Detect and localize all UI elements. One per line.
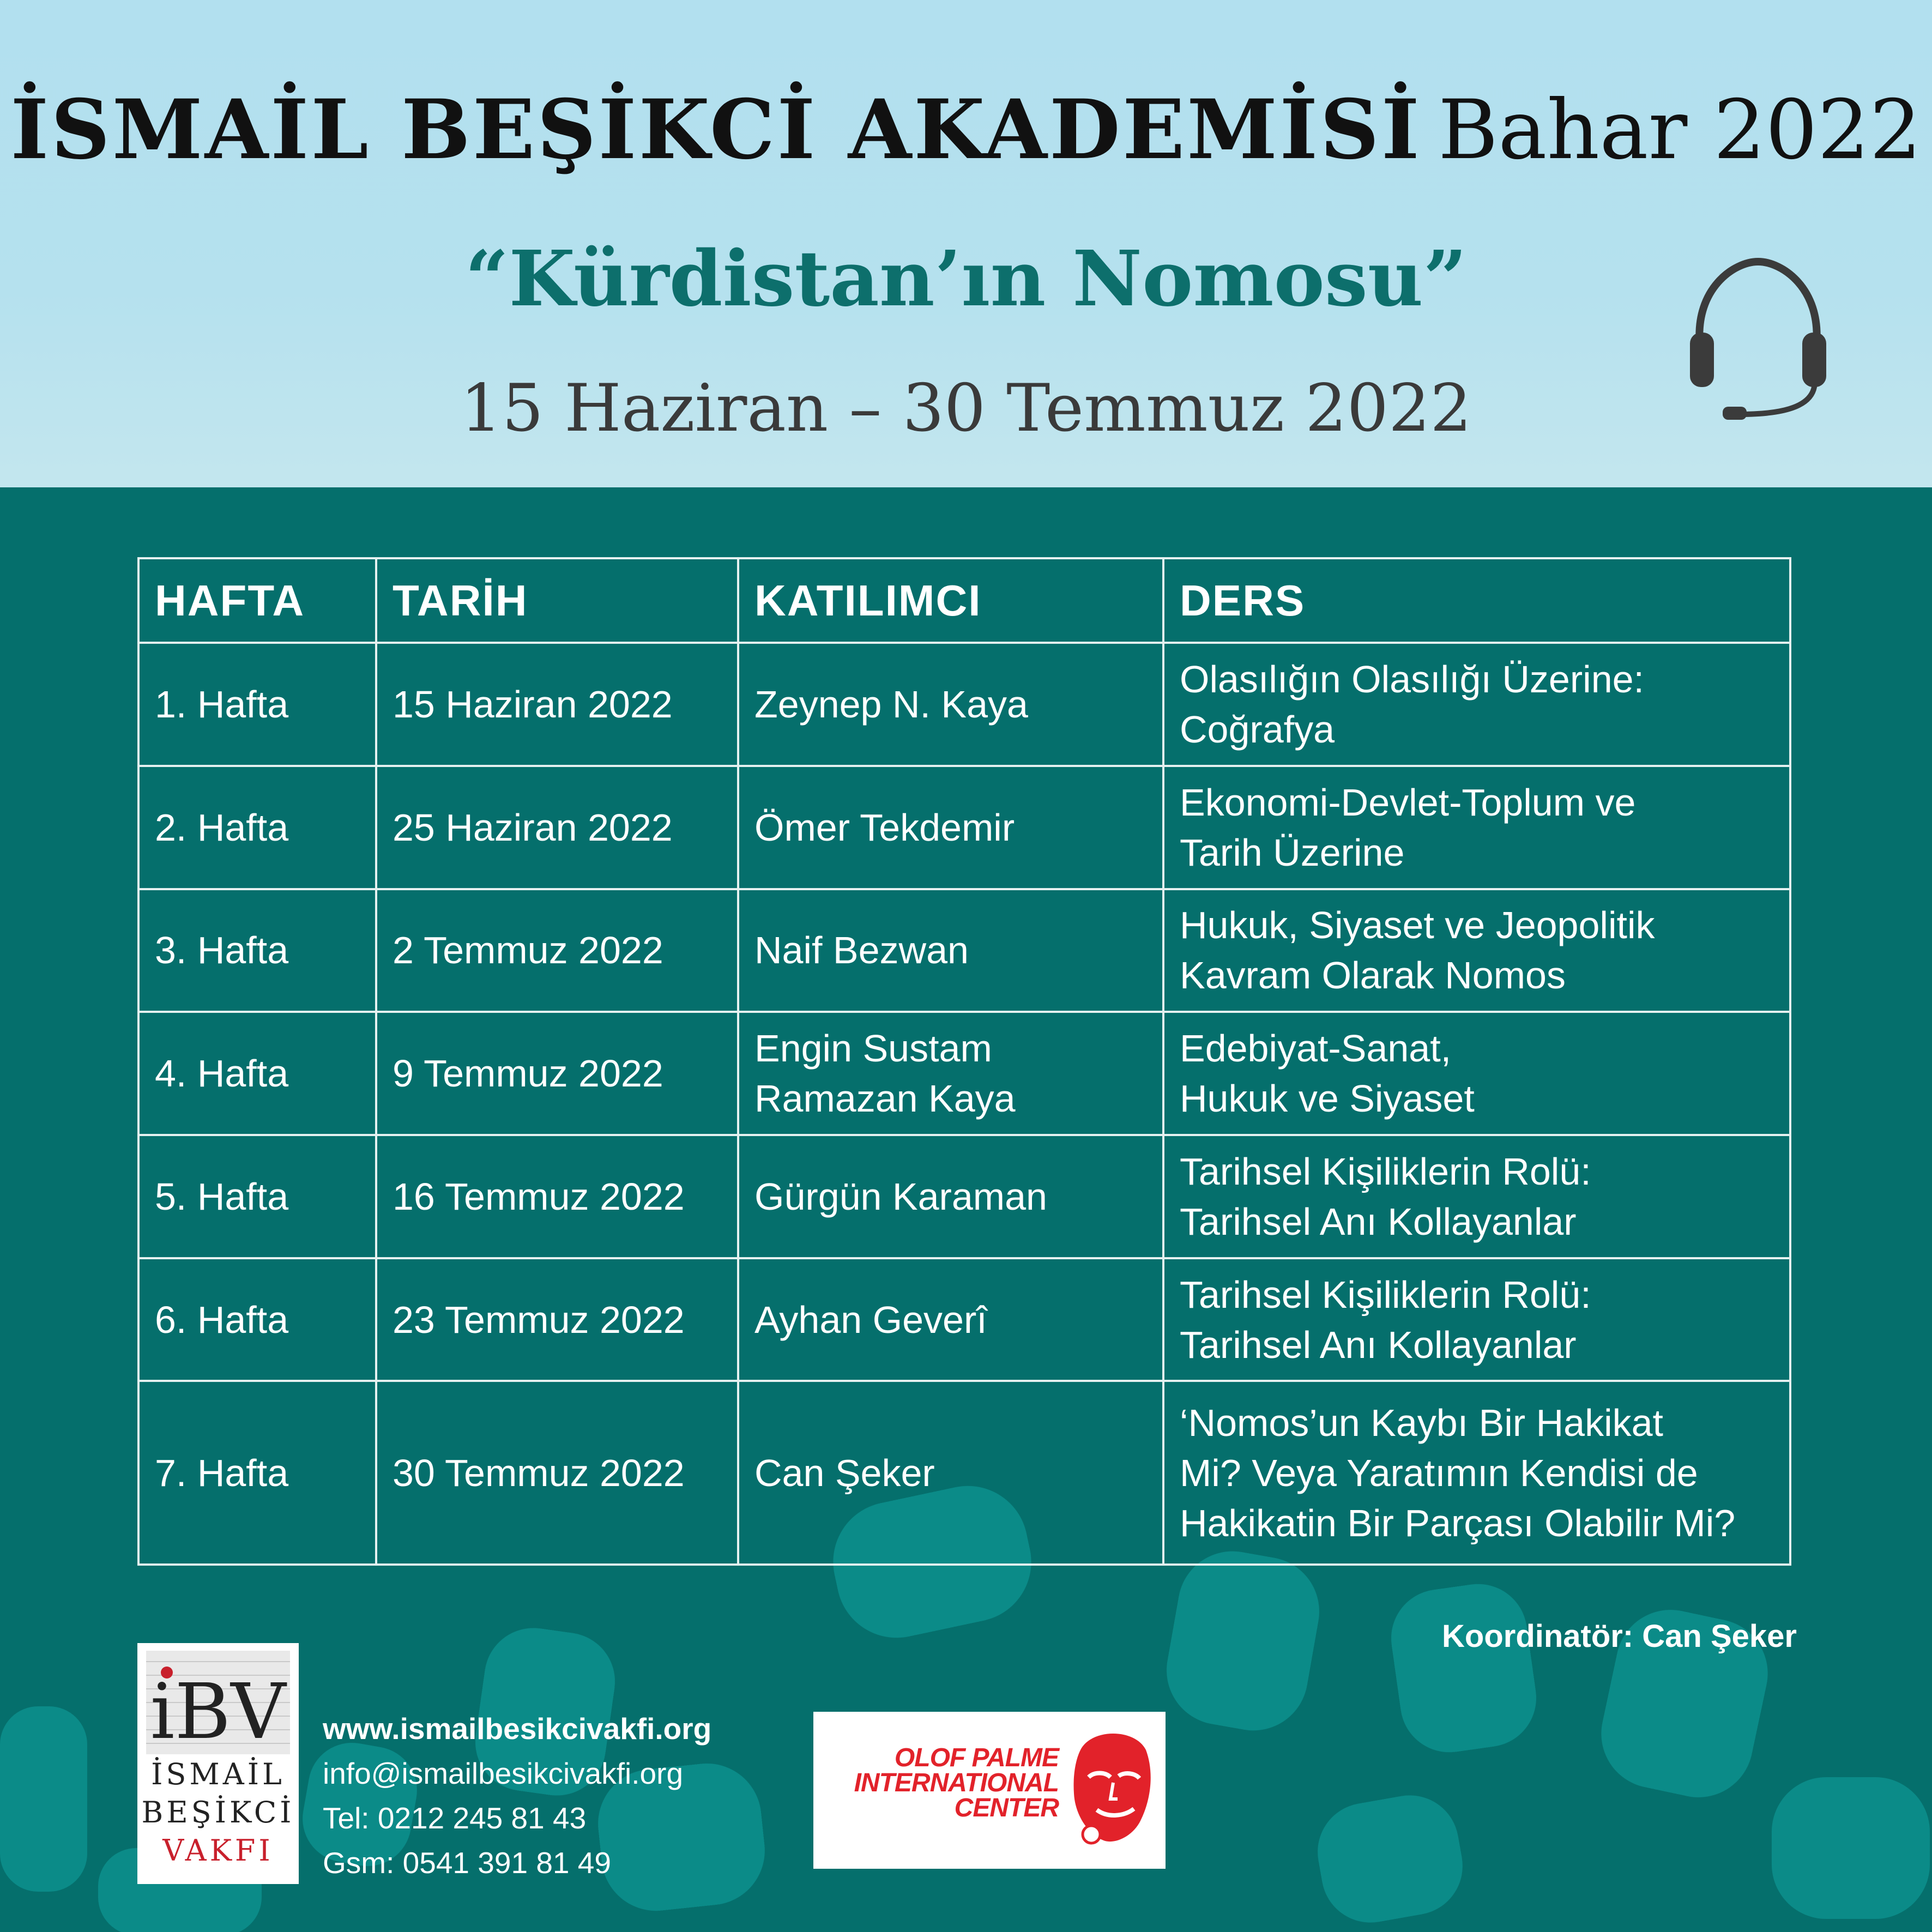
page-title bbox=[0, 82, 1932, 178]
schedule-table bbox=[137, 557, 1791, 1566]
olof-logo-text bbox=[830, 1743, 1059, 1822]
date-cell: 9 Temmuz 2022 bbox=[376, 1012, 738, 1135]
date-cell: 30 Temmuz 2022 bbox=[376, 1381, 738, 1565]
table-row bbox=[138, 766, 1790, 889]
title-season: Bahar 2022 bbox=[1438, 83, 1922, 178]
course-cell: Tarihsel Kişiliklerin Rolü: Tarihsel Anı Kollayanlar bbox=[1163, 1135, 1790, 1258]
participant-cell: Gürgün Karaman bbox=[738, 1135, 1163, 1258]
olof-logo-line1: OLOF PALME bbox=[894, 1743, 1059, 1772]
course-cell: ‘Nomos’un Kaybı Bir Hakikat Mi? Veya Yaratımın Kendisi de Hakikatin Bir Parçası Olabilir Mi? bbox=[1163, 1381, 1790, 1565]
column-header-week: HAFTA bbox=[138, 558, 376, 643]
date-range: 15 Haziran – 30 Temmuz 2022 bbox=[460, 371, 1472, 446]
phone-number: Tel: 0212 245 81 43 bbox=[323, 1801, 587, 1835]
title-academy: İSMAİL BEŞİKCİ AKADEMİSİ bbox=[10, 82, 1422, 178]
table-row bbox=[138, 1135, 1790, 1258]
date-cell: 16 Temmuz 2022 bbox=[376, 1135, 738, 1258]
olof-logo-line3: CENTER bbox=[954, 1794, 1059, 1822]
coordinator-label: Koordinatör: Can Şeker bbox=[1442, 1619, 1797, 1654]
course-cell: Tarihsel Kişiliklerin Rolü: Tarihsel Anı Kollayanlar bbox=[1163, 1258, 1790, 1381]
column-header-date: TARİH bbox=[376, 558, 738, 643]
week-cell: 1. Hafta bbox=[138, 643, 376, 766]
course-cell: Hukuk, Siyaset ve Jeopolitik Kavram Olarak Nomos bbox=[1163, 889, 1790, 1012]
mobile-number: Gsm: 0541 391 81 49 bbox=[323, 1846, 611, 1880]
participant-cell: Naif Bezwan bbox=[738, 889, 1163, 1012]
ibv-name-line1: İSMAİL bbox=[151, 1757, 285, 1791]
ibv-mark-logo bbox=[146, 1651, 290, 1754]
participant-cell: Can Şeker bbox=[738, 1381, 1163, 1565]
olof-logo-line2: INTERNATIONAL bbox=[854, 1768, 1059, 1797]
table-row bbox=[138, 643, 1790, 766]
course-cell: Olasılığın Olasılığı Üzerine: Coğrafya bbox=[1163, 643, 1790, 766]
header-banner bbox=[0, 0, 1932, 487]
website-link[interactable]: www.ismailbesikcivakfi.org bbox=[323, 1712, 712, 1746]
course-cell: Edebiyat-Sanat, Hukuk ve Siyaset bbox=[1163, 1012, 1790, 1135]
date-cell: 23 Temmuz 2022 bbox=[376, 1258, 738, 1381]
table-row bbox=[138, 1381, 1790, 1565]
participant-cell: Engin Sustam Ramazan Kaya bbox=[738, 1012, 1163, 1135]
week-cell: 7. Hafta bbox=[138, 1381, 376, 1565]
column-header-course: DERS bbox=[1163, 558, 1790, 643]
participant-cell: Zeynep N. Kaya bbox=[738, 643, 1163, 766]
ibv-mark-text: iBV bbox=[150, 1668, 286, 1754]
olof-portrait-icon bbox=[1059, 1728, 1157, 1853]
date-cell: 15 Haziran 2022 bbox=[376, 643, 738, 766]
week-cell: 3. Hafta bbox=[138, 889, 376, 1012]
week-cell: 6. Hafta bbox=[138, 1258, 376, 1381]
contact-info bbox=[323, 1706, 711, 1885]
ibv-name-line2: BEŞİKCİ bbox=[141, 1795, 295, 1830]
table-row bbox=[138, 1012, 1790, 1135]
ibv-name-line3: VAKFI bbox=[162, 1833, 274, 1868]
headset-icon bbox=[1685, 256, 1832, 420]
table-header-row bbox=[138, 558, 1790, 643]
table-row bbox=[138, 889, 1790, 1012]
participant-cell: Ayhan Geverî bbox=[738, 1258, 1163, 1381]
column-header-participant: KATILIMCI bbox=[738, 558, 1163, 643]
participant-cell: Ömer Tekdemir bbox=[738, 766, 1163, 889]
course-cell: Ekonomi-Devlet-Toplum ve Tarih Üzerine bbox=[1163, 766, 1790, 889]
ibv-name bbox=[137, 1755, 299, 1870]
date-cell: 25 Haziran 2022 bbox=[376, 766, 738, 889]
date-cell: 2 Temmuz 2022 bbox=[376, 889, 738, 1012]
ibv-logo bbox=[137, 1643, 299, 1884]
week-cell: 2. Hafta bbox=[138, 766, 376, 889]
olof-palme-logo bbox=[813, 1712, 1166, 1869]
week-cell: 5. Hafta bbox=[138, 1135, 376, 1258]
table-row bbox=[138, 1258, 1790, 1381]
email-link[interactable]: info@ismailbesikcivakfi.org bbox=[323, 1756, 684, 1790]
page-subtitle: “Kürdistan’ın Nomosu” bbox=[464, 234, 1468, 324]
week-cell: 4. Hafta bbox=[138, 1012, 376, 1135]
